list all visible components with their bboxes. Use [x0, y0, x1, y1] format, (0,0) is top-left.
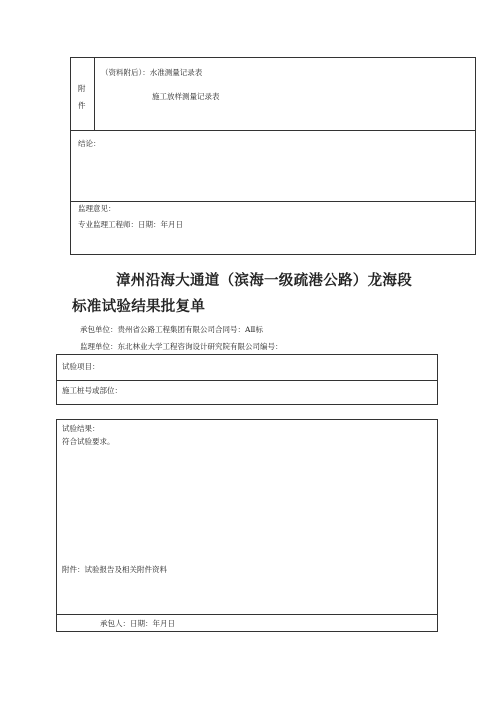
supervisor-sign: 专业监理工程师：日期：年月日	[78, 220, 183, 229]
contractor-sign: 承包人：日期：年月日	[100, 619, 175, 628]
document-title-line-1: 漳州沿海大通道（滨海一级疏港公路）龙海段	[116, 272, 412, 289]
attach-line-1: （资料附后）：水准测量记录表	[101, 68, 203, 77]
supervisor-opinion: 监理意见：	[78, 204, 116, 213]
conclusion-label: 结论：	[78, 139, 101, 148]
section-label: 施工桩号或部位：	[62, 386, 122, 395]
document-title-line-2: 标准试验结果批复单	[72, 298, 206, 315]
result-table-divider	[56, 614, 438, 615]
attachment-label: 附件：试验报告及相关附件资料	[62, 565, 167, 574]
top-table-divider-2	[70, 201, 476, 202]
supervisor-line: 监理单位：东北林业大学工程咨询设计研究院有限公司编号：	[80, 342, 283, 351]
attach-line-2: 施工放样测量记录表	[152, 92, 220, 101]
test-info-divider	[56, 380, 438, 381]
result-label: 试验结果：	[62, 424, 100, 433]
attach-label: 附 件	[78, 84, 86, 110]
result-table	[56, 419, 438, 632]
result-value: 符合试验要求。	[62, 437, 115, 446]
attach-label-divider	[94, 57, 95, 130]
test-item-label: 试验项目：	[62, 362, 100, 371]
contractor-line: 承包单位：贵州省公路工程集团有限公司合同号：AⅡ标	[80, 325, 264, 334]
top-table-divider-1	[70, 130, 476, 131]
